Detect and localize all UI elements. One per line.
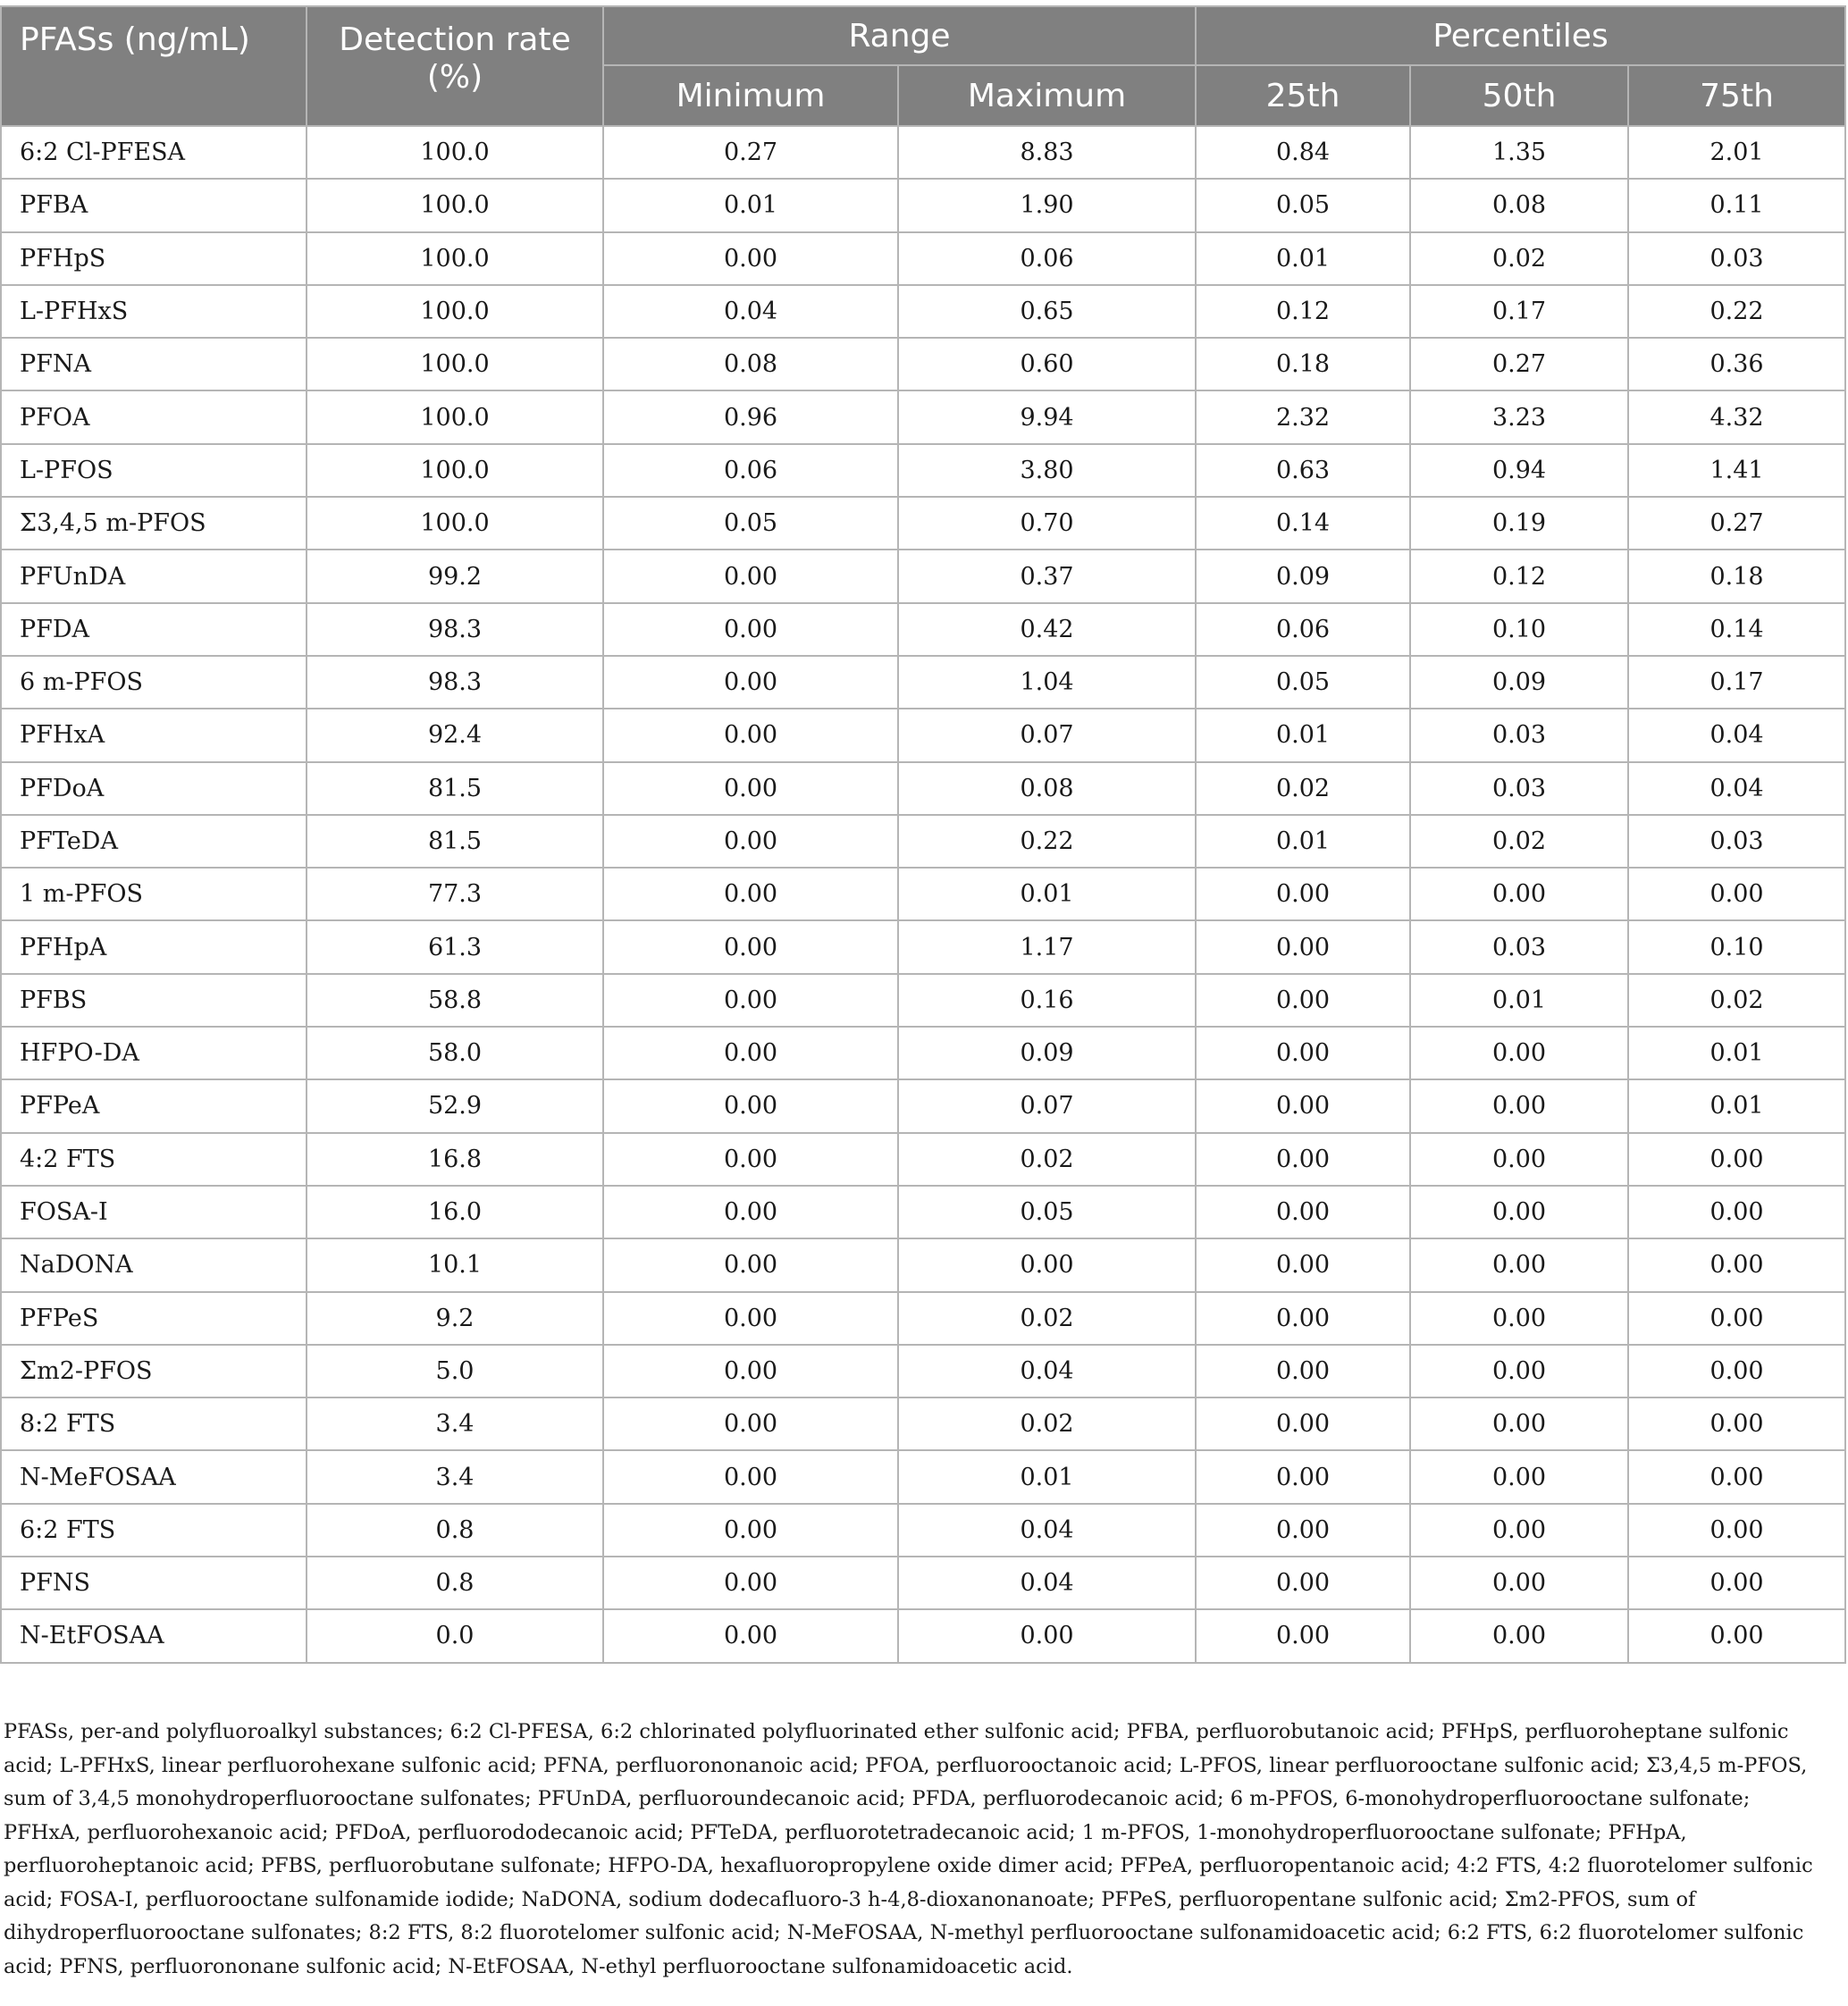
cell-p25: 2.32 (1196, 390, 1410, 443)
cell-maximum: 0.09 (898, 1027, 1196, 1079)
cell-p50: 0.03 (1410, 762, 1628, 815)
cell-detection-rate: 0.8 (307, 1504, 603, 1557)
cell-p50: 0.19 (1410, 497, 1628, 550)
cell-pfas-name: 6 m-PFOS (1, 656, 307, 709)
cell-minimum: 0.00 (603, 1186, 898, 1238)
cell-p50: 0.00 (1410, 1504, 1628, 1557)
cell-p75: 0.00 (1628, 1504, 1845, 1557)
cell-p25: 0.63 (1196, 444, 1410, 497)
cell-minimum: 0.00 (603, 1557, 898, 1609)
cell-pfas-name: PFOA (1, 390, 307, 443)
table-row (1, 1292, 1845, 1345)
cell-p75: 2.01 (1628, 126, 1845, 179)
cell-detection-rate: 58.0 (307, 1027, 603, 1079)
cell-p75: 0.00 (1628, 1397, 1845, 1450)
cell-minimum: 0.01 (603, 179, 898, 231)
cell-detection-rate: 5.0 (307, 1345, 603, 1397)
cell-detection-rate: 16.8 (307, 1133, 603, 1186)
cell-detection-rate: 99.2 (307, 550, 603, 602)
cell-maximum: 0.02 (898, 1397, 1196, 1450)
header-pfas: PFASs (ng/mL) (1, 6, 307, 126)
cell-pfas-name: HFPO-DA (1, 1027, 307, 1079)
cell-p75: 0.00 (1628, 1557, 1845, 1609)
cell-pfas-name: PFNS (1, 1557, 307, 1609)
cell-p25: 0.00 (1196, 1027, 1410, 1079)
cell-p75: 0.00 (1628, 1133, 1845, 1186)
cell-p75: 0.02 (1628, 974, 1845, 1027)
cell-p25: 0.18 (1196, 338, 1410, 390)
cell-pfas-name: PFHxA (1, 709, 307, 761)
cell-detection-rate: 100.0 (307, 285, 603, 338)
cell-p25: 0.00 (1196, 1397, 1410, 1450)
table-row (1, 1397, 1845, 1450)
cell-p25: 0.00 (1196, 868, 1410, 920)
cell-p50: 0.00 (1410, 1557, 1628, 1609)
cell-p25: 0.12 (1196, 285, 1410, 338)
cell-p50: 0.10 (1410, 603, 1628, 656)
cell-detection-rate: 100.0 (307, 338, 603, 390)
cell-minimum: 0.00 (603, 656, 898, 709)
cell-minimum: 0.00 (603, 868, 898, 920)
header-maximum: Maximum (898, 65, 1196, 126)
cell-minimum: 0.04 (603, 285, 898, 338)
cell-maximum: 0.02 (898, 1133, 1196, 1186)
table-row (1, 232, 1845, 285)
header-p75: 75th (1628, 65, 1845, 126)
cell-minimum: 0.00 (603, 1238, 898, 1291)
cell-maximum: 0.22 (898, 815, 1196, 868)
cell-p50: 1.35 (1410, 126, 1628, 179)
cell-minimum: 0.27 (603, 126, 898, 179)
cell-maximum: 0.01 (898, 868, 1196, 920)
cell-minimum: 0.00 (603, 1450, 898, 1503)
cell-detection-rate: 81.5 (307, 762, 603, 815)
header-detection-rate: Detection rate (%) (307, 6, 603, 126)
cell-p75: 0.36 (1628, 338, 1845, 390)
cell-p75: 0.00 (1628, 1186, 1845, 1238)
cell-maximum: 0.65 (898, 285, 1196, 338)
cell-pfas-name: NaDONA (1, 1238, 307, 1291)
cell-minimum: 0.00 (603, 1609, 898, 1662)
cell-minimum: 0.00 (603, 1397, 898, 1450)
cell-pfas-name: PFTeDA (1, 815, 307, 868)
cell-minimum: 0.00 (603, 1345, 898, 1397)
table-row (1, 1345, 1845, 1397)
cell-p75: 0.00 (1628, 868, 1845, 920)
cell-p50: 0.00 (1410, 868, 1628, 920)
cell-p75: 4.32 (1628, 390, 1845, 443)
cell-p25: 0.00 (1196, 974, 1410, 1027)
cell-p50: 0.09 (1410, 656, 1628, 709)
cell-pfas-name: 6:2 Cl-PFESA (1, 126, 307, 179)
table-row (1, 920, 1845, 973)
cell-detection-rate: 100.0 (307, 179, 603, 231)
cell-detection-rate: 100.0 (307, 232, 603, 285)
cell-detection-rate: 58.8 (307, 974, 603, 1027)
cell-maximum: 0.07 (898, 709, 1196, 761)
cell-p25: 0.09 (1196, 550, 1410, 602)
cell-minimum: 0.00 (603, 1133, 898, 1186)
cell-p25: 0.05 (1196, 656, 1410, 709)
cell-p75: 0.03 (1628, 815, 1845, 868)
cell-p50: 3.23 (1410, 390, 1628, 443)
cell-p75: 0.22 (1628, 285, 1845, 338)
cell-p25: 0.01 (1196, 232, 1410, 285)
table-row (1, 656, 1845, 709)
table-row (1, 497, 1845, 550)
cell-minimum: 0.00 (603, 974, 898, 1027)
cell-p50: 0.08 (1410, 179, 1628, 231)
cell-detection-rate: 81.5 (307, 815, 603, 868)
cell-pfas-name: PFUnDA (1, 550, 307, 602)
cell-minimum: 0.00 (603, 1292, 898, 1345)
cell-p75: 0.00 (1628, 1238, 1845, 1291)
cell-detection-rate: 3.4 (307, 1397, 603, 1450)
cell-p25: 0.00 (1196, 1557, 1410, 1609)
cell-maximum: 0.04 (898, 1345, 1196, 1397)
cell-maximum: 1.04 (898, 656, 1196, 709)
cell-p50: 0.00 (1410, 1345, 1628, 1397)
cell-p75: 0.27 (1628, 497, 1845, 550)
table-row (1, 868, 1845, 920)
cell-minimum: 0.00 (603, 709, 898, 761)
cell-p75: 0.00 (1628, 1609, 1845, 1662)
table-row (1, 390, 1845, 443)
cell-minimum: 0.00 (603, 1504, 898, 1557)
cell-detection-rate: 100.0 (307, 444, 603, 497)
cell-maximum: 0.07 (898, 1079, 1196, 1132)
cell-p75: 0.00 (1628, 1345, 1845, 1397)
cell-p25: 0.05 (1196, 179, 1410, 231)
cell-pfas-name: PFHpA (1, 920, 307, 973)
cell-maximum: 0.04 (898, 1504, 1196, 1557)
cell-p50: 0.17 (1410, 285, 1628, 338)
header-p50: 50th (1410, 65, 1628, 126)
cell-p25: 0.00 (1196, 920, 1410, 973)
cell-minimum: 0.96 (603, 390, 898, 443)
cell-p75: 0.01 (1628, 1027, 1845, 1079)
cell-maximum: 0.04 (898, 1557, 1196, 1609)
cell-p75: 0.18 (1628, 550, 1845, 602)
cell-detection-rate: 3.4 (307, 1450, 603, 1503)
cell-pfas-name: PFNA (1, 338, 307, 390)
table-row (1, 1609, 1845, 1662)
cell-pfas-name: Σ3,4,5 m-PFOS (1, 497, 307, 550)
cell-p25: 0.00 (1196, 1450, 1410, 1503)
cell-minimum: 0.00 (603, 1079, 898, 1132)
cell-pfas-name: Σm2-PFOS (1, 1345, 307, 1397)
cell-p25: 0.84 (1196, 126, 1410, 179)
cell-maximum: 0.00 (898, 1238, 1196, 1291)
cell-p50: 0.27 (1410, 338, 1628, 390)
cell-maximum: 0.08 (898, 762, 1196, 815)
table-row (1, 444, 1845, 497)
cell-p50: 0.03 (1410, 709, 1628, 761)
table-row (1, 1450, 1845, 1503)
cell-p50: 0.00 (1410, 1133, 1628, 1186)
header-range: Range (603, 6, 1196, 65)
cell-p50: 0.00 (1410, 1186, 1628, 1238)
cell-p25: 0.00 (1196, 1504, 1410, 1557)
cell-p75: 0.10 (1628, 920, 1845, 973)
cell-detection-rate: 9.2 (307, 1292, 603, 1345)
header-p25: 25th (1196, 65, 1410, 126)
cell-detection-rate: 16.0 (307, 1186, 603, 1238)
cell-detection-rate: 100.0 (307, 497, 603, 550)
cell-p50: 0.00 (1410, 1292, 1628, 1345)
cell-detection-rate: 10.1 (307, 1238, 603, 1291)
table-row (1, 762, 1845, 815)
cell-minimum: 0.00 (603, 550, 898, 602)
cell-pfas-name: PFDoA (1, 762, 307, 815)
cell-p75: 0.17 (1628, 656, 1845, 709)
cell-p50: 0.03 (1410, 920, 1628, 973)
cell-maximum: 0.06 (898, 232, 1196, 285)
table-row (1, 126, 1845, 179)
cell-minimum: 0.00 (603, 815, 898, 868)
cell-p75: 0.04 (1628, 762, 1845, 815)
cell-pfas-name: 8:2 FTS (1, 1397, 307, 1450)
cell-minimum: 0.08 (603, 338, 898, 390)
cell-p50: 0.01 (1410, 974, 1628, 1027)
cell-p75: 0.00 (1628, 1292, 1845, 1345)
table-row (1, 1133, 1845, 1186)
table-row (1, 1079, 1845, 1132)
cell-p25: 0.00 (1196, 1133, 1410, 1186)
cell-detection-rate: 61.3 (307, 920, 603, 973)
cell-p50: 0.00 (1410, 1027, 1628, 1079)
cell-p25: 0.00 (1196, 1609, 1410, 1662)
table-row (1, 1186, 1845, 1238)
cell-minimum: 0.06 (603, 444, 898, 497)
table-row (1, 974, 1845, 1027)
table-row (1, 1504, 1845, 1557)
cell-p25: 0.00 (1196, 1238, 1410, 1291)
cell-maximum: 0.16 (898, 974, 1196, 1027)
cell-p25: 0.02 (1196, 762, 1410, 815)
table-row (1, 815, 1845, 868)
cell-pfas-name: PFBA (1, 179, 307, 231)
table-row (1, 603, 1845, 656)
cell-p50: 0.00 (1410, 1397, 1628, 1450)
cell-p75: 0.03 (1628, 232, 1845, 285)
cell-p50: 0.02 (1410, 232, 1628, 285)
cell-minimum: 0.00 (603, 603, 898, 656)
header-minimum: Minimum (603, 65, 898, 126)
cell-maximum: 0.60 (898, 338, 1196, 390)
cell-p75: 0.01 (1628, 1079, 1845, 1132)
cell-pfas-name: PFBS (1, 974, 307, 1027)
cell-detection-rate: 52.9 (307, 1079, 603, 1132)
cell-p25: 0.00 (1196, 1186, 1410, 1238)
cell-maximum: 1.17 (898, 920, 1196, 973)
cell-p50: 0.02 (1410, 815, 1628, 868)
cell-p50: 0.00 (1410, 1079, 1628, 1132)
cell-maximum: 9.94 (898, 390, 1196, 443)
cell-maximum: 3.80 (898, 444, 1196, 497)
cell-maximum: 0.02 (898, 1292, 1196, 1345)
cell-p50: 0.00 (1410, 1609, 1628, 1662)
cell-maximum: 0.37 (898, 550, 1196, 602)
cell-detection-rate: 77.3 (307, 868, 603, 920)
cell-maximum: 1.90 (898, 179, 1196, 231)
cell-pfas-name: PFPeA (1, 1079, 307, 1132)
cell-p50: 0.12 (1410, 550, 1628, 602)
cell-maximum: 0.70 (898, 497, 1196, 550)
cell-maximum: 8.83 (898, 126, 1196, 179)
table-footnote: PFASs, per-and polyfluoroalkyl substances; 6:2 Cl-PFESA, 6:2 chlorinated polyfluorinated ether sulfonic acid; PFBA, perfluorobutanoic acid; PFHpS, perfluoroheptane sulfonic acid; L-PFHxS, linear perfluorohexane sulfonic acid; PFNA, perfluorononanoic acid; PFOA, perfluorooctanoic acid; L-PFOS, linear perfluorooctane sulfonic acid; Σ3,4,5 m-PFOS, sum of 3,4,5 monohydroperfluorooctane sulfonates; PFUnDA, perfluoroundecanoic acid; PFDA, perfluorodecanoic acid; 6 m-PFOS, 6-monohydroperfluorooctane sulfonate; PFHxA, perfluorohexanoic acid; PFDoA, perfluorododecanoic acid; PFTeDA, perfluorotetradecanoic acid; 1 m-PFOS, 1-monohydroperfluorooctane sulfonate; PFHpA, perfluoroheptanoic acid; PFBS, perfluorobutane sulfonate; HFPO-DA, hexafluoropropylene oxide dimer acid; PFPeA, perfluoropentanoic acid; 4:2 FTS, 4:2 fluorotelomer sulfonic acid; FOSA-I, perfluorooctane sulfonamide iodide; NaDONA, sodium dodecafluoro-3 h-4,8-dioxanonanoate; PFPeS, perfluoropentane sulfonic acid; Σm2-PFOS, sum of dihydroperfluorooctane sulfonates; 8:2 FTS, 8:2 fluorotelomer sulfonic acid; N-MeFOSAA, N-methyl perfluorooctane sulfonamidoacetic acid; 6:2 FTS, 6:2 fluorotelomer sulfonic acid; PFNS, perfluorononane sulfonic acid; N-EtFOSAA, N-ethyl perfluorooctane sulfonamidoacetic acid. (4, 1720, 1813, 1978)
cell-minimum: 0.00 (603, 232, 898, 285)
cell-p25: 0.00 (1196, 1345, 1410, 1397)
cell-minimum: 0.00 (603, 762, 898, 815)
cell-p25: 0.01 (1196, 815, 1410, 868)
cell-p50: 0.00 (1410, 1238, 1628, 1291)
table-header (1, 6, 1845, 126)
cell-pfas-name: N-EtFOSAA (1, 1609, 307, 1662)
table-row (1, 179, 1845, 231)
cell-pfas-name: 4:2 FTS (1, 1133, 307, 1186)
cell-maximum: 0.01 (898, 1450, 1196, 1503)
table-row (1, 1238, 1845, 1291)
cell-p75: 0.04 (1628, 709, 1845, 761)
table-body (1, 126, 1845, 1663)
cell-p25: 0.01 (1196, 709, 1410, 761)
cell-pfas-name: PFHpS (1, 232, 307, 285)
cell-pfas-name: PFDA (1, 603, 307, 656)
cell-detection-rate: 0.0 (307, 1609, 603, 1662)
table-row (1, 550, 1845, 602)
cell-p75: 0.11 (1628, 179, 1845, 231)
cell-minimum: 0.00 (603, 1027, 898, 1079)
cell-p75: 0.00 (1628, 1450, 1845, 1503)
table-row (1, 1557, 1845, 1609)
cell-p25: 0.00 (1196, 1292, 1410, 1345)
cell-maximum: 0.00 (898, 1609, 1196, 1662)
cell-p75: 0.14 (1628, 603, 1845, 656)
cell-detection-rate: 92.4 (307, 709, 603, 761)
table-row (1, 1027, 1845, 1079)
cell-pfas-name: PFPeS (1, 1292, 307, 1345)
header-percentiles: Percentiles (1196, 6, 1845, 65)
cell-minimum: 0.05 (603, 497, 898, 550)
cell-maximum: 0.05 (898, 1186, 1196, 1238)
table-row (1, 338, 1845, 390)
cell-detection-rate: 0.8 (307, 1557, 603, 1609)
cell-pfas-name: FOSA-I (1, 1186, 307, 1238)
cell-p50: 0.94 (1410, 444, 1628, 497)
cell-p75: 1.41 (1628, 444, 1845, 497)
cell-pfas-name: L-PFOS (1, 444, 307, 497)
cell-detection-rate: 98.3 (307, 603, 603, 656)
cell-detection-rate: 100.0 (307, 126, 603, 179)
pfas-table (0, 5, 1846, 1664)
cell-detection-rate: 100.0 (307, 390, 603, 443)
cell-pfas-name: 1 m-PFOS (1, 868, 307, 920)
cell-p50: 0.00 (1410, 1450, 1628, 1503)
cell-pfas-name: N-MeFOSAA (1, 1450, 307, 1503)
cell-p25: 0.06 (1196, 603, 1410, 656)
cell-pfas-name: 6:2 FTS (1, 1504, 307, 1557)
cell-minimum: 0.00 (603, 920, 898, 973)
cell-pfas-name: L-PFHxS (1, 285, 307, 338)
table-row (1, 709, 1845, 761)
cell-p25: 0.14 (1196, 497, 1410, 550)
cell-detection-rate: 98.3 (307, 656, 603, 709)
cell-maximum: 0.42 (898, 603, 1196, 656)
table-row (1, 285, 1845, 338)
cell-p25: 0.00 (1196, 1079, 1410, 1132)
